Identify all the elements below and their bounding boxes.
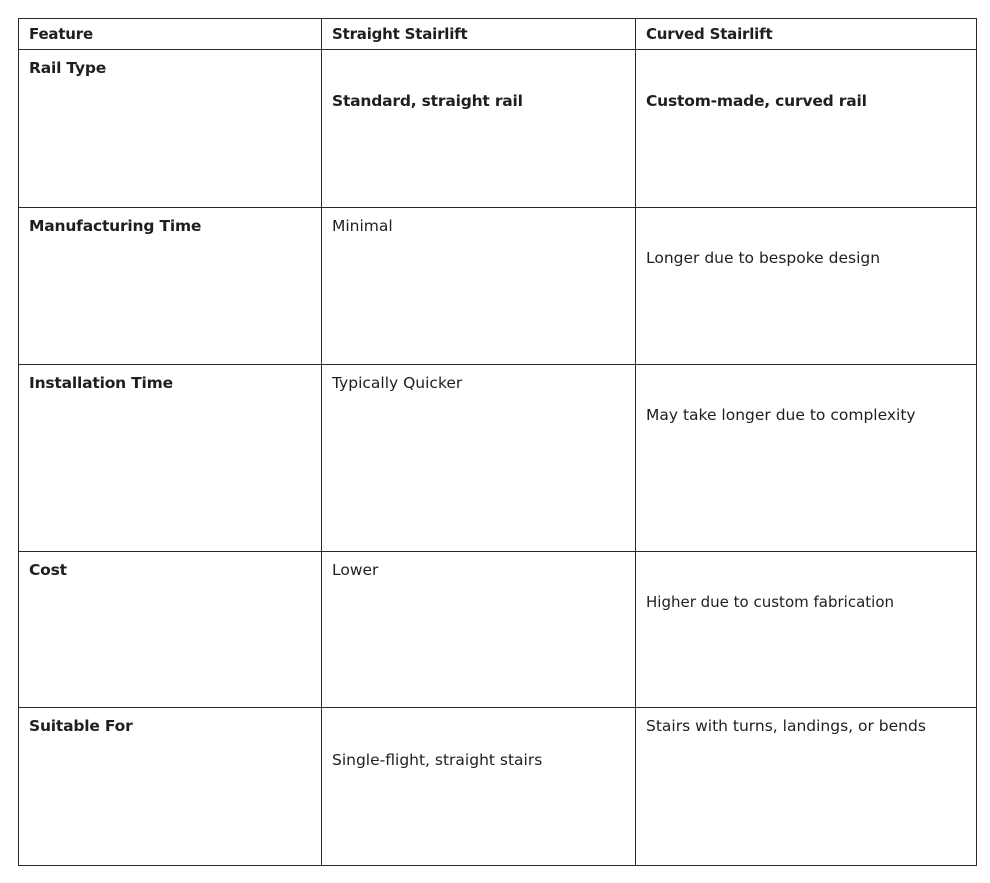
curved-value: Stairs with turns, landings, or bends [646, 717, 926, 735]
table-row [19, 708, 977, 866]
curved-value: May take longer due to complexity [646, 406, 916, 424]
table-row [19, 208, 977, 365]
curved-value: Higher due to custom fabrication [646, 593, 894, 611]
header-label: Feature [29, 25, 93, 43]
straight-cell [322, 50, 636, 208]
feature-label: Rail Type [29, 59, 107, 77]
header-label: Curved Stairlift [646, 25, 773, 43]
curved-value: Custom-made, curved rail [646, 92, 867, 110]
straight-cell [322, 365, 636, 552]
header-label: Straight Stairlift [332, 25, 468, 43]
straight-value: Single-flight, straight stairs [332, 751, 543, 769]
feature-label: Cost [29, 561, 67, 579]
straight-cell [322, 208, 636, 365]
feature-label: Installation Time [29, 374, 173, 392]
curved-cell [636, 208, 977, 365]
straight-value: Standard, straight rail [332, 92, 523, 110]
feature-label: Manufacturing Time [29, 217, 202, 235]
comparison-table [18, 18, 977, 866]
curved-cell [636, 365, 977, 552]
straight-value: Lower [332, 561, 379, 579]
table-row [19, 552, 977, 708]
table-row [19, 365, 977, 552]
table-row [19, 50, 977, 208]
feature-cell [19, 365, 322, 552]
curved-cell [636, 708, 977, 866]
straight-cell [322, 708, 636, 866]
feature-cell [19, 208, 322, 365]
feature-label: Suitable For [29, 717, 133, 735]
curved-value: Longer due to bespoke design [646, 249, 881, 267]
header-cell-straight [322, 19, 636, 50]
curved-cell [636, 50, 977, 208]
table-header-row [19, 19, 977, 50]
straight-value: Typically Quicker [332, 374, 463, 392]
feature-cell [19, 708, 322, 866]
header-cell-curved [636, 19, 977, 50]
feature-cell [19, 552, 322, 708]
straight-value: Minimal [332, 217, 393, 235]
straight-cell [322, 552, 636, 708]
header-cell-feature [19, 19, 322, 50]
curved-cell [636, 552, 977, 708]
feature-cell [19, 50, 322, 208]
